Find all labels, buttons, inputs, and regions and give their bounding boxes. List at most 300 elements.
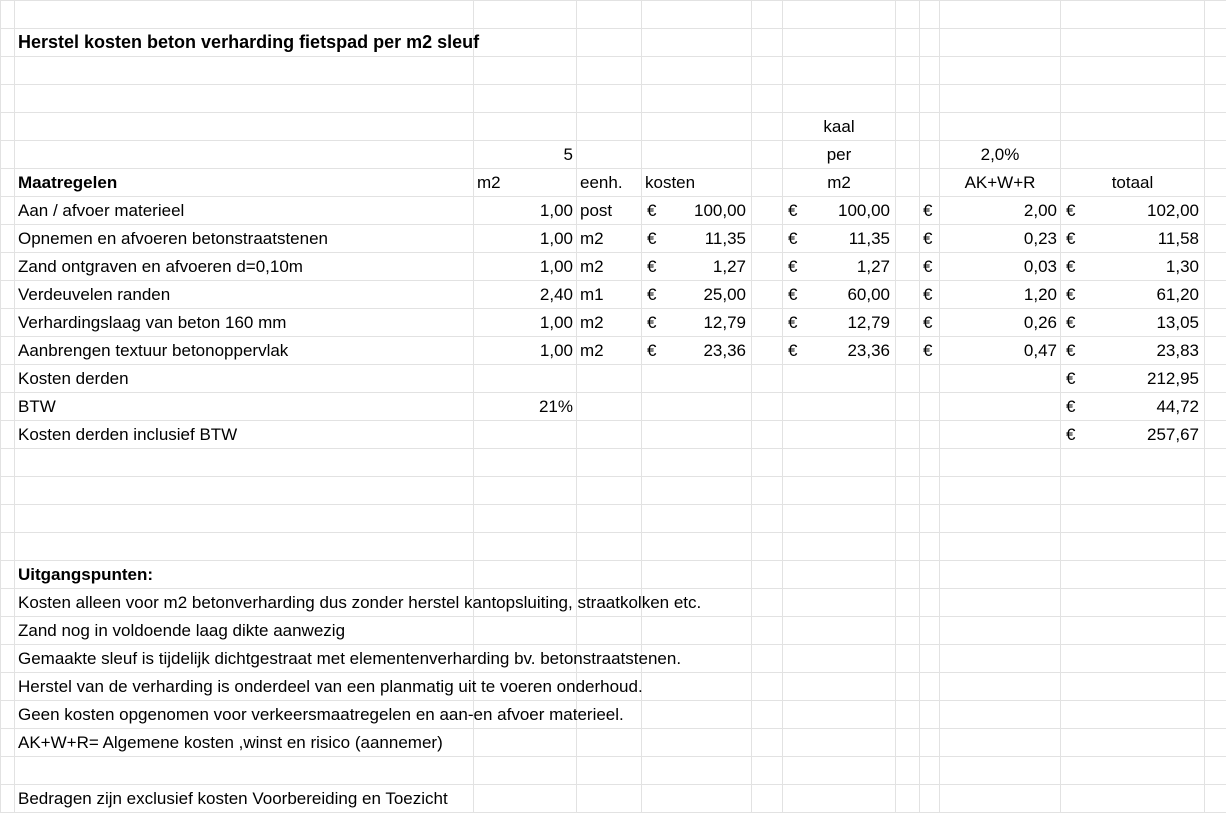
- empty-cell: [1061, 141, 1205, 169]
- empty-cell: [1205, 365, 1226, 393]
- empty-cell: [1205, 785, 1226, 813]
- empty-cell: [1205, 505, 1226, 533]
- notes-row: [1, 617, 1226, 645]
- empty-cell: [896, 421, 920, 449]
- empty-cell: [642, 141, 752, 169]
- row-gutter: [1, 281, 15, 309]
- euro-symbol: €: [788, 284, 798, 304]
- cell-hoeveelheid: 1,00: [474, 197, 577, 225]
- empty-cell: [920, 617, 940, 645]
- empty-cell: [783, 477, 896, 505]
- euro-symbol: €: [788, 200, 798, 220]
- empty-cell: [896, 477, 920, 505]
- empty-cell: [752, 701, 783, 729]
- empty-cell: [896, 785, 920, 813]
- euro-symbol: €: [1066, 340, 1076, 360]
- euro-value: 1,27: [712, 256, 746, 276]
- euro-value: 12,79: [703, 312, 746, 332]
- header-row-kaal: [1, 113, 1226, 141]
- empty-cell: [15, 477, 474, 505]
- empty-cell: [920, 561, 940, 589]
- cell-hoeveelheid: 1,00: [474, 337, 577, 365]
- cell-akwr-sym: [920, 337, 940, 365]
- empty-cell: [15, 533, 474, 561]
- empty-cell: [1061, 617, 1205, 645]
- euro-value: 257,67: [1147, 424, 1199, 444]
- empty-cell: [940, 29, 1061, 57]
- empty-cell: [920, 785, 940, 813]
- cell-akwr-sym: [920, 225, 940, 253]
- cell-totaal: [1061, 309, 1205, 337]
- row-gutter: [1, 533, 15, 561]
- empty-cell: [474, 29, 577, 57]
- empty-cell: [1205, 617, 1226, 645]
- euro-value: 100,00: [694, 200, 746, 220]
- euro-symbol: €: [1066, 424, 1076, 444]
- empty-cell: [577, 365, 642, 393]
- empty-cell: [642, 449, 752, 477]
- empty-cell: [1205, 169, 1226, 197]
- column-header-akwr: AK+W+R: [940, 169, 1061, 197]
- euro-symbol: €: [647, 200, 657, 220]
- empty-cell: [920, 57, 940, 85]
- row-gutter: [1, 85, 15, 113]
- row-gutter: [1, 1, 15, 29]
- euro-symbol: €: [647, 228, 657, 248]
- row-gutter: [1, 57, 15, 85]
- empty-cell: [1061, 533, 1205, 561]
- empty-cell: [577, 393, 642, 421]
- empty-cell: [896, 505, 920, 533]
- cell-maatregel: Opnemen en afvoeren betonstraatstenen: [15, 225, 474, 253]
- empty-cell: [1061, 589, 1205, 617]
- euro-symbol: €: [923, 256, 933, 276]
- sheet-row-spacer: [1, 505, 1226, 533]
- empty-cell: [896, 141, 920, 169]
- empty-cell: [1061, 701, 1205, 729]
- empty-cell: [896, 57, 920, 85]
- empty-cell: [752, 589, 783, 617]
- empty-cell: [896, 281, 920, 309]
- empty-cell: [752, 141, 783, 169]
- empty-cell: [1205, 337, 1226, 365]
- notes-line: Geen kosten opgenomen voor verkeersmaatregelen en aan-en afvoer materieel.: [15, 701, 474, 729]
- euro-symbol: €: [1066, 368, 1076, 388]
- sheet-row-spacer: [1, 533, 1226, 561]
- totals-rate: [474, 421, 577, 449]
- empty-cell: [474, 477, 577, 505]
- empty-cell: [752, 169, 783, 197]
- empty-cell: [783, 673, 896, 701]
- empty-cell: [642, 561, 752, 589]
- empty-cell: [752, 113, 783, 141]
- empty-cell: [642, 85, 752, 113]
- empty-cell: [920, 141, 940, 169]
- euro-symbol: €: [788, 312, 798, 332]
- empty-cell: [642, 477, 752, 505]
- totals-value-cell: [1061, 421, 1205, 449]
- cell-akwr-value: 1,20: [940, 281, 1061, 309]
- cell-kosten: [642, 337, 752, 365]
- empty-cell: [577, 449, 642, 477]
- empty-cell: [896, 225, 920, 253]
- row-gutter: [1, 505, 15, 533]
- row-gutter: [1, 561, 15, 589]
- empty-cell: [920, 365, 940, 393]
- empty-cell: [474, 1, 577, 29]
- empty-cell: [752, 533, 783, 561]
- empty-cell: [577, 533, 642, 561]
- euro-symbol: €: [647, 284, 657, 304]
- empty-cell: [783, 365, 896, 393]
- cell-maatregel: Aan / afvoer materieel: [15, 197, 474, 225]
- notes-row: [1, 673, 1226, 701]
- empty-cell: [896, 365, 920, 393]
- euro-symbol: €: [647, 340, 657, 360]
- empty-cell: [783, 785, 896, 813]
- euro-value: 1,27: [856, 256, 890, 276]
- empty-cell: [920, 477, 940, 505]
- empty-cell: [940, 533, 1061, 561]
- empty-cell: [642, 365, 752, 393]
- row-gutter: [1, 617, 15, 645]
- empty-cell: [752, 393, 783, 421]
- empty-cell: [1205, 281, 1226, 309]
- euro-symbol: €: [1066, 284, 1076, 304]
- empty-cell: [1061, 57, 1205, 85]
- empty-cell: [940, 617, 1061, 645]
- cell-akwr-value: 0,26: [940, 309, 1061, 337]
- empty-cell: [577, 29, 642, 57]
- empty-cell: [940, 477, 1061, 505]
- empty-cell: [783, 421, 896, 449]
- empty-cell: [752, 757, 783, 785]
- empty-cell: [642, 673, 752, 701]
- empty-cell: [1205, 29, 1226, 57]
- empty-cell: [1205, 701, 1226, 729]
- empty-cell: [1205, 197, 1226, 225]
- row-gutter: [1, 337, 15, 365]
- row-gutter: [1, 673, 15, 701]
- empty-cell: [1205, 561, 1226, 589]
- column-header-m2: m2: [474, 169, 577, 197]
- euro-value: 212,95: [1147, 368, 1199, 388]
- totals-value-cell: [1061, 393, 1205, 421]
- empty-cell: [642, 29, 752, 57]
- empty-cell: [577, 57, 642, 85]
- euro-value: 23,36: [703, 340, 746, 360]
- empty-cell: [920, 113, 940, 141]
- empty-cell: [1205, 1, 1226, 29]
- cell-akwr-sym: [920, 253, 940, 281]
- empty-cell: [1205, 113, 1226, 141]
- sheet-row-spacer: [1, 57, 1226, 85]
- empty-cell: [896, 533, 920, 561]
- empty-cell: [474, 113, 577, 141]
- cell-hoeveelheid: 1,00: [474, 225, 577, 253]
- empty-cell: [896, 113, 920, 141]
- row-gutter: [1, 169, 15, 197]
- cell-akwr-value: 2,00: [940, 197, 1061, 225]
- empty-cell: [752, 253, 783, 281]
- table-row: [1, 225, 1226, 253]
- sheet-row-spacer: [1, 757, 1226, 785]
- sheet-row-spacer: [1, 477, 1226, 505]
- cell-akwr-value: 0,47: [940, 337, 1061, 365]
- empty-cell: [577, 561, 642, 589]
- sheet-row-spacer: [1, 1, 1226, 29]
- empty-cell: [940, 589, 1061, 617]
- empty-cell: [752, 309, 783, 337]
- cell-eenheid: m2: [577, 253, 642, 281]
- empty-cell: [752, 645, 783, 673]
- empty-cell: [1061, 673, 1205, 701]
- empty-cell: [474, 533, 577, 561]
- row-gutter: [1, 701, 15, 729]
- empty-cell: [642, 729, 752, 757]
- empty-cell: [577, 729, 642, 757]
- cell-akwr-value: 0,03: [940, 253, 1061, 281]
- euro-value: 11,58: [1157, 228, 1199, 248]
- table-top-blank-row: [1, 85, 1226, 113]
- empty-cell: [752, 225, 783, 253]
- empty-cell: [752, 29, 783, 57]
- empty-cell: [940, 561, 1061, 589]
- cell-akwr-value: 0,23: [940, 225, 1061, 253]
- empty-cell: [15, 85, 474, 113]
- cell-kaal-per-m2: [783, 225, 896, 253]
- empty-cell: [896, 729, 920, 757]
- notes-row: [1, 729, 1226, 757]
- empty-cell: [577, 757, 642, 785]
- cell-hoeveelheid: 2,40: [474, 281, 577, 309]
- notes-line: AK+W+R= Algemene kosten ,winst en risico (aannemer): [15, 729, 474, 757]
- empty-cell: [940, 57, 1061, 85]
- row-gutter: [1, 29, 15, 57]
- empty-cell: [1061, 757, 1205, 785]
- empty-cell: [642, 113, 752, 141]
- empty-cell: [896, 85, 920, 113]
- euro-value: 60,00: [847, 284, 890, 304]
- empty-cell: [474, 85, 577, 113]
- empty-cell: [752, 561, 783, 589]
- euro-value: 11,35: [704, 228, 746, 248]
- notes-heading-row: [1, 561, 1226, 589]
- empty-cell: [783, 645, 896, 673]
- empty-cell: [1205, 645, 1226, 673]
- row-gutter: [1, 113, 15, 141]
- empty-cell: [940, 85, 1061, 113]
- euro-symbol: €: [647, 256, 657, 276]
- empty-cell: [940, 449, 1061, 477]
- empty-cell: [920, 673, 940, 701]
- empty-cell: [752, 1, 783, 29]
- euro-value: 13,05: [1156, 312, 1199, 332]
- empty-cell: [783, 533, 896, 561]
- cell-totaal: [1061, 225, 1205, 253]
- empty-cell: [1061, 29, 1205, 57]
- empty-cell: [940, 673, 1061, 701]
- empty-cell: [896, 197, 920, 225]
- empty-cell: [1205, 57, 1226, 85]
- table-row: [1, 281, 1226, 309]
- cell-maatregel: Aanbrengen textuur betonoppervlak: [15, 337, 474, 365]
- column-header-kosten: kosten: [642, 169, 752, 197]
- row-gutter: [1, 253, 15, 281]
- cell-kosten: [642, 225, 752, 253]
- empty-cell: [940, 757, 1061, 785]
- empty-cell: [1205, 421, 1226, 449]
- header-qty-multiplier: 5: [474, 141, 577, 169]
- euro-value: 100,00: [838, 200, 890, 220]
- empty-cell: [752, 505, 783, 533]
- empty-cell: [642, 701, 752, 729]
- empty-cell: [896, 253, 920, 281]
- empty-cell: [940, 1, 1061, 29]
- totals-value-cell: [1061, 365, 1205, 393]
- euro-symbol: €: [1066, 312, 1076, 332]
- empty-cell: [1061, 449, 1205, 477]
- row-gutter: [1, 309, 15, 337]
- empty-cell: [1205, 309, 1226, 337]
- empty-cell: [920, 757, 940, 785]
- empty-cell: [1061, 561, 1205, 589]
- empty-cell: [940, 729, 1061, 757]
- empty-cell: [940, 645, 1061, 673]
- empty-cell: [1061, 477, 1205, 505]
- page-title: Herstel kosten beton verharding fietspad per m2 sleuf: [15, 29, 474, 57]
- empty-cell: [1205, 673, 1226, 701]
- row-gutter: [1, 645, 15, 673]
- cell-hoeveelheid: 1,00: [474, 253, 577, 281]
- empty-cell: [752, 57, 783, 85]
- empty-cell: [783, 29, 896, 57]
- row-gutter: [1, 785, 15, 813]
- empty-cell: [920, 393, 940, 421]
- cell-kosten: [642, 281, 752, 309]
- empty-cell: [1061, 113, 1205, 141]
- header-kaal-label: kaal: [783, 113, 896, 141]
- empty-cell: [920, 701, 940, 729]
- empty-cell: [474, 561, 577, 589]
- empty-cell: [920, 505, 940, 533]
- euro-symbol: €: [1066, 256, 1076, 276]
- empty-cell: [474, 617, 577, 645]
- cell-totaal: [1061, 253, 1205, 281]
- empty-cell: [577, 141, 642, 169]
- empty-cell: [642, 57, 752, 85]
- euro-value: 61,20: [1156, 284, 1199, 304]
- empty-cell: [577, 113, 642, 141]
- empty-cell: [474, 505, 577, 533]
- euro-value: 25,00: [703, 284, 746, 304]
- empty-cell: [474, 757, 577, 785]
- notes-heading: Uitgangspunten:: [15, 561, 474, 589]
- header-per-label: per: [783, 141, 896, 169]
- euro-symbol: €: [647, 312, 657, 332]
- empty-cell: [1205, 393, 1226, 421]
- empty-cell: [752, 85, 783, 113]
- empty-cell: [1205, 85, 1226, 113]
- row-gutter: [1, 393, 15, 421]
- empty-cell: [783, 57, 896, 85]
- table-row: [1, 197, 1226, 225]
- totals-label: Kosten derden: [15, 365, 474, 393]
- empty-cell: [642, 785, 752, 813]
- row-gutter: [1, 449, 15, 477]
- empty-cell: [1205, 589, 1226, 617]
- cell-kaal-per-m2: [783, 197, 896, 225]
- empty-cell: [752, 421, 783, 449]
- cell-maatregel: Zand ontgraven en afvoeren d=0,10m: [15, 253, 474, 281]
- cell-eenheid: m2: [577, 225, 642, 253]
- euro-symbol: €: [788, 228, 798, 248]
- empty-cell: [920, 1, 940, 29]
- euro-symbol: €: [923, 228, 933, 248]
- cell-totaal: [1061, 197, 1205, 225]
- empty-cell: [15, 505, 474, 533]
- empty-cell: [1061, 85, 1205, 113]
- empty-cell: [940, 365, 1061, 393]
- empty-cell: [15, 113, 474, 141]
- euro-value: 23,83: [1156, 340, 1199, 360]
- cell-akwr-sym: [920, 197, 940, 225]
- empty-cell: [642, 421, 752, 449]
- euro-symbol: €: [1066, 396, 1076, 416]
- table-row: [1, 337, 1226, 365]
- empty-cell: [1061, 729, 1205, 757]
- empty-cell: [752, 477, 783, 505]
- cell-kaal-per-m2: [783, 309, 896, 337]
- notes-line: Kosten alleen voor m2 betonverharding dus zonder herstel kantopsluiting, straatkolken etc.: [15, 589, 474, 617]
- notes-line: Herstel van de verharding is onderdeel van een planmatig uit te voeren onderhoud.: [15, 673, 474, 701]
- euro-symbol: €: [1066, 228, 1076, 248]
- empty-cell: [642, 393, 752, 421]
- title-row: [1, 29, 1226, 57]
- empty-cell: [15, 757, 474, 785]
- empty-cell: [1205, 253, 1226, 281]
- totals-label: BTW: [15, 393, 474, 421]
- column-header-maatregelen: Maatregelen: [15, 169, 474, 197]
- empty-cell: [642, 1, 752, 29]
- empty-cell: [783, 589, 896, 617]
- empty-cell: [752, 281, 783, 309]
- empty-cell: [920, 533, 940, 561]
- empty-cell: [920, 449, 940, 477]
- empty-cell: [1061, 645, 1205, 673]
- empty-cell: [920, 29, 940, 57]
- empty-cell: [896, 393, 920, 421]
- empty-cell: [783, 701, 896, 729]
- cell-eenheid: m2: [577, 309, 642, 337]
- empty-cell: [940, 113, 1061, 141]
- empty-cell: [752, 449, 783, 477]
- empty-cell: [1205, 477, 1226, 505]
- empty-cell: [15, 1, 474, 29]
- cell-kosten: [642, 253, 752, 281]
- totals-row: [1, 365, 1226, 393]
- empty-cell: [896, 645, 920, 673]
- cell-kosten: [642, 309, 752, 337]
- row-gutter: [1, 757, 15, 785]
- empty-cell: [896, 701, 920, 729]
- row-gutter: [1, 477, 15, 505]
- empty-cell: [896, 1, 920, 29]
- empty-cell: [940, 701, 1061, 729]
- header-akwr-percent: 2,0%: [940, 141, 1061, 169]
- notes-row: [1, 701, 1226, 729]
- table-row: [1, 253, 1226, 281]
